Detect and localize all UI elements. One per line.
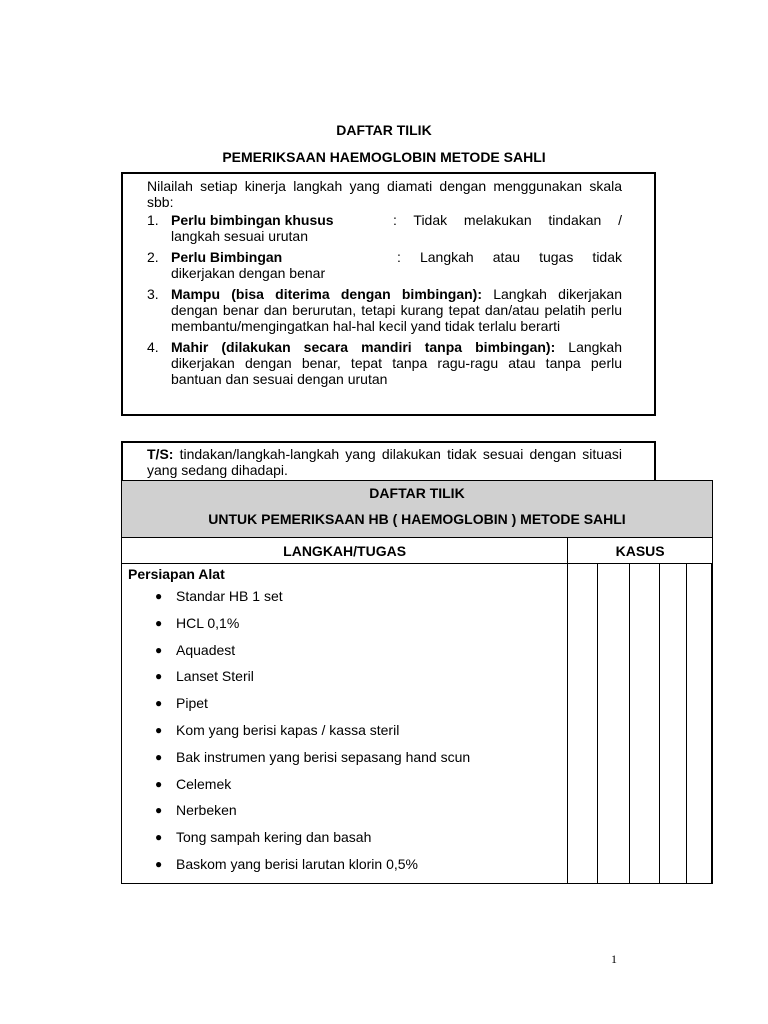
scale-item-desc-rest: langkah sesuai urutan (171, 228, 308, 244)
scale-list (147, 212, 622, 387)
scale-item-number: 4. (147, 339, 159, 355)
list-item (128, 776, 567, 803)
list-item (128, 749, 567, 776)
task-label: Baskom yang berisi larutan klorin 0,5% (176, 855, 419, 872)
checklist-header-title: DAFTAR TILIK (369, 485, 465, 501)
task-label: Celemek (176, 775, 232, 792)
bullet-icon: ● (155, 830, 163, 845)
checklist-header-subtitle: UNTUK PEMERIKSAAN HB ( HAEMOGLOBIN ) METODE SAHLI (208, 511, 626, 527)
title-daftar-tilik: DAFTAR TILIK (336, 122, 432, 138)
list-item (128, 829, 567, 856)
scale-item-desc: : Tidak melakukan tindakan / (393, 212, 622, 228)
scale-item-desc: : Langkah atau tugas tidak (397, 249, 622, 265)
scale-item-label: Perlu bimbingan khusus (171, 212, 334, 228)
task-label: Pipet (176, 695, 208, 712)
scale-item-label: Perlu Bimbingan (171, 249, 283, 265)
scale-item-2 (147, 249, 622, 281)
scale-item-label: Mampu (bisa diterima dengan bimbingan): (171, 286, 482, 302)
list-item (128, 642, 567, 669)
bullet-icon: ● (155, 642, 163, 657)
case-cell-6[interactable] (712, 564, 713, 884)
ts-text (147, 446, 622, 478)
bullet-icon: ● (155, 776, 163, 791)
task-label: Nerbeken (176, 802, 237, 819)
list-item (128, 615, 567, 642)
bullet-icon: ● (155, 722, 163, 737)
task-list (128, 588, 567, 883)
task-label: Aquadest (176, 641, 236, 658)
ts-description: tindakan/langkah-langkah yang dilakukan tidak sesuai dengan situasi yang sedang dihadapi. (147, 446, 622, 478)
scale-item-4 (147, 339, 622, 387)
column-header-tasks: LANGKAH/TUGAS (122, 538, 568, 564)
bullet-icon: ● (155, 669, 163, 684)
scale-intro: Nilailah setiap kinerja langkah yang diamati dengan menggunakan skala sbb: (147, 178, 622, 210)
case-cell-4[interactable] (660, 564, 687, 884)
scale-item-desc-rest: dikerjakan dengan benar (171, 265, 326, 281)
bullet-icon: ● (155, 589, 163, 603)
scale-item-1 (147, 212, 622, 244)
bullet-icon: ● (155, 749, 163, 764)
list-item (128, 695, 567, 722)
case-cell-1[interactable] (568, 564, 598, 884)
section-title: Persiapan Alat (128, 566, 225, 582)
ts-box (121, 441, 656, 482)
checklist-header (122, 481, 713, 538)
list-item (128, 668, 567, 695)
list-item (128, 588, 567, 615)
checklist-table (121, 480, 713, 884)
scale-item-number: 3. (147, 286, 159, 302)
task-label: Tong sampah kering dan basah (176, 829, 372, 846)
case-cell-2[interactable] (598, 564, 630, 884)
scale-item-label: Mahir (dilakukan secara mandiri tanpa bimbingan): (171, 339, 556, 355)
scale-item-3 (147, 286, 622, 334)
title-pemeriksaan: PEMERIKSAAN HAEMOGLOBIN METODE SAHLI (222, 149, 546, 165)
bullet-icon: ● (155, 803, 163, 818)
case-cell-3[interactable] (630, 564, 660, 884)
scale-item-number: 1. (147, 212, 159, 228)
list-item (128, 802, 567, 829)
task-label: HCL 0,1% (176, 614, 240, 631)
scale-item-desc: Langkah dikerjakan dengan benar dan berurutan, tetapi kurang tepat dan/atau pelatih perlu membantu/mengingatkan hal-hal kecil yand tidak terlalu berarti (171, 286, 622, 334)
scale-item-number: 2. (147, 249, 159, 265)
ts-label: T/S: (147, 446, 174, 462)
bullet-icon: ● (155, 615, 163, 630)
page-number: 1 (611, 952, 617, 966)
task-label: Kom yang berisi kapas / kassa steril (176, 721, 400, 738)
scale-item-desc: Langkah dikerjakan dengan benar, tepat tanpa ragu-ragu atau tanpa perlu bantuan dan sesuai dengan urutan (171, 339, 623, 387)
tasks-cell (122, 564, 568, 884)
list-item (128, 722, 567, 749)
task-label: Lanset Steril (176, 668, 254, 685)
column-header-cases: KASUS (568, 538, 713, 564)
task-label: Standar HB 1 set (176, 588, 283, 604)
scale-box (121, 172, 656, 416)
list-item (128, 856, 567, 883)
case-cell-5[interactable] (686, 564, 711, 884)
bullet-icon: ● (155, 696, 163, 711)
bullet-icon: ● (155, 856, 163, 871)
task-label: Bak instrumen yang berisi sepasang hand scun (176, 748, 471, 765)
